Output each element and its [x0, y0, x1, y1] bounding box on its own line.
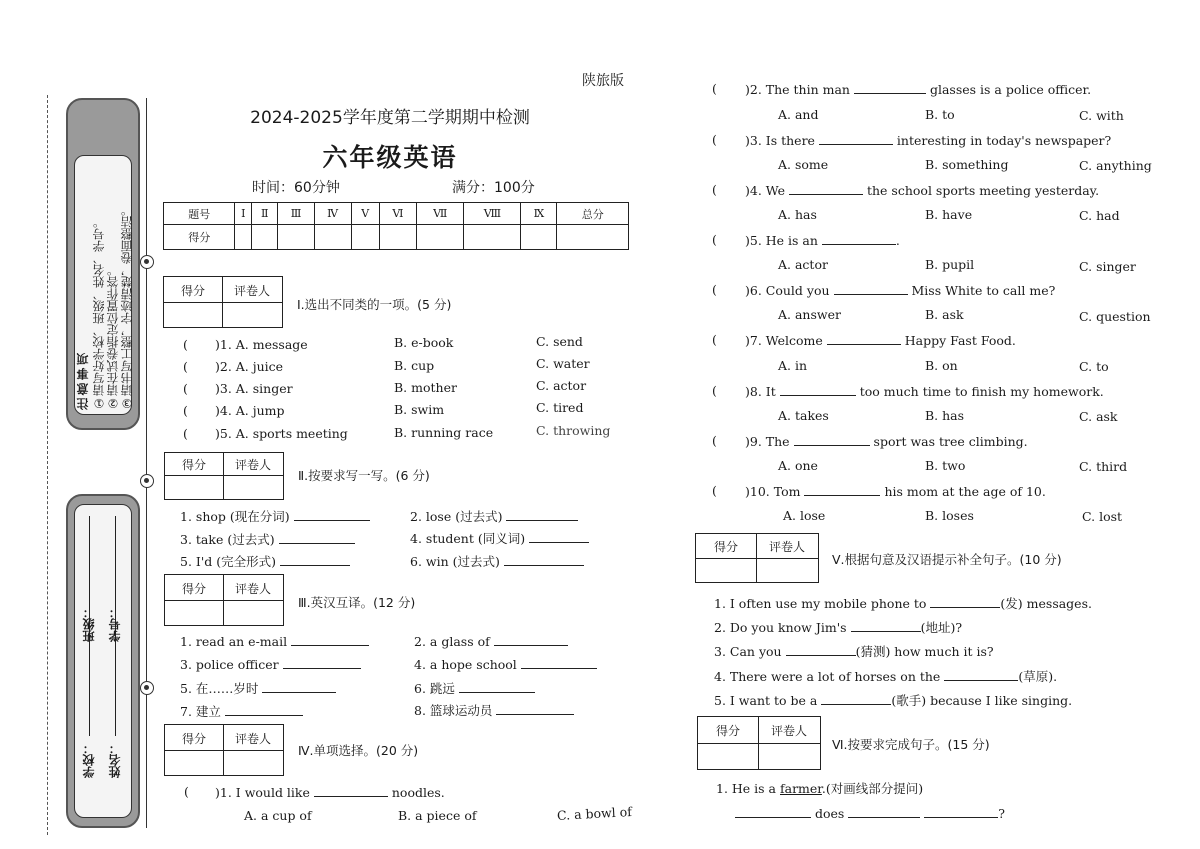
s1-q1-c: C. send	[536, 334, 583, 349]
mc-q5-c: C. singer	[1079, 259, 1136, 274]
answer-blank[interactable]	[930, 595, 1000, 608]
full-score-label: 满分：100分	[452, 180, 535, 196]
mc-q8-a: A. takes	[778, 408, 829, 423]
section1-title: Ⅰ.选出不同类的一项。(5 分)	[297, 297, 452, 312]
answer-blank[interactable]	[786, 643, 856, 656]
s5-q2-tail: (地址)?	[920, 620, 963, 635]
mc-q4: )4. We	[745, 183, 786, 198]
time-label: 时间：60分钟	[252, 180, 340, 196]
mc-q2: )2. The thin man	[745, 82, 850, 97]
answer-blank[interactable]	[822, 232, 896, 245]
mc-q7: )7. Welcome	[745, 333, 823, 348]
scorebox-grader-label: 评卷人	[234, 732, 271, 746]
student-info-panel	[66, 494, 140, 828]
mc-q5: )5. He is an	[745, 233, 818, 248]
section5-scorebox	[695, 533, 819, 583]
score-table-header: 总分	[557, 203, 629, 225]
answer-blank[interactable]	[794, 433, 870, 446]
note-2: ②请在试卷指定位置作答。	[106, 264, 120, 410]
scorebox-grader-label: 评卷人	[768, 540, 805, 554]
s5-q5: 5. I want to be a	[714, 693, 818, 708]
mc-q9-b: B. two	[925, 458, 966, 473]
answer-blank[interactable]	[291, 633, 369, 646]
score-cell[interactable]	[417, 225, 464, 250]
section1-scorebox	[163, 276, 283, 328]
exam-title: 2024-2025学年度第二学期期中检测	[250, 108, 530, 128]
section2-scorebox	[164, 452, 284, 500]
s6-q1-instruction: .(对画线部分提问)	[821, 781, 924, 796]
mc-q10-b: B. loses	[925, 508, 974, 523]
score-table-header: Ⅸ	[521, 203, 557, 225]
answer-blank[interactable]	[944, 668, 1018, 681]
mc-q3-c: C. anything	[1079, 158, 1152, 173]
s1-q2-b: B. cup	[394, 358, 435, 373]
mc-q7-c: C. to	[1079, 359, 1109, 374]
score-table-header: Ⅴ	[351, 203, 379, 225]
score-table-header: Ⅳ	[314, 203, 351, 225]
s3-q1: 1. read an e-mail	[180, 634, 288, 649]
s4-q1: )1. I would like	[215, 785, 310, 800]
s5-q1: 1. I often use my mobile phone to	[714, 596, 927, 611]
binding-line	[146, 98, 147, 828]
mc-q7-a: A. in	[778, 358, 808, 373]
score-table-header: Ⅲ	[278, 203, 314, 225]
mc-q8-tail: too much time to finish my homework.	[859, 384, 1104, 399]
s5-q3: 3. Can you	[714, 644, 782, 659]
answer-blank[interactable]	[789, 182, 863, 195]
class-label: 班级：	[82, 606, 96, 642]
s2-q2: 2. lose (过去式)	[410, 509, 503, 524]
section4-scorebox	[164, 724, 284, 776]
scorebox-score-label: 得分	[181, 582, 206, 596]
mc-q4-a: A. has	[778, 207, 817, 222]
mc-q2-tail: glasses is a police officer.	[929, 82, 1092, 97]
s4-q1-tail: noodles.	[391, 785, 445, 800]
s1-q1: )1. A. message	[215, 337, 308, 352]
scorebox-grader-label: 评卷人	[770, 724, 807, 738]
s3-q3: 3. police officer	[180, 657, 279, 672]
score-table-header: Ⅵ	[379, 203, 417, 225]
mc-q2-a: A. and	[778, 107, 819, 122]
s1-q5-c: C. throwing	[536, 423, 611, 438]
answer-blank[interactable]	[804, 483, 880, 496]
mc-q3-a: A. some	[778, 157, 829, 172]
s1-q2: )2. A. juice	[215, 359, 284, 374]
answer-blank[interactable]	[735, 805, 811, 818]
answer-blank[interactable]	[459, 680, 535, 693]
s4-q1-opt-a: A. a cup of	[244, 808, 312, 823]
mc-q5-b: B. pupil	[925, 257, 975, 272]
mc-q4-c: C. had	[1079, 208, 1120, 223]
mc-q8-b: B. has	[925, 408, 965, 423]
edition-label: 陕旅版	[582, 73, 624, 89]
mc-q4-b: B. have	[925, 207, 973, 222]
answer-blank[interactable]	[834, 282, 908, 295]
school-label: 学校：	[82, 742, 96, 778]
mc-q2-b: B. to	[925, 107, 955, 122]
mc-q6: )6. Could you	[745, 283, 830, 298]
mc-q2-c: C. with	[1079, 108, 1124, 123]
score-table-header: Ⅰ	[235, 203, 252, 225]
mc-q9: )9. The	[745, 434, 790, 449]
scorebox-score-label: 得分	[713, 540, 738, 554]
section3-scorebox	[164, 574, 284, 626]
section3-title: Ⅲ.英汉互译。(12 分)	[298, 595, 416, 610]
mc-q10-a: A. lose	[783, 508, 826, 523]
answer-blank[interactable]	[496, 702, 574, 715]
s3-q2: 2. a glass of	[414, 634, 490, 649]
s5-q4-tail: (草原).	[1018, 669, 1058, 684]
s3-q8: 8. 篮球运动员	[414, 703, 493, 718]
answer-blank[interactable]	[821, 692, 891, 705]
s1-q1-b: B. e-book	[394, 335, 454, 350]
s6-q1-underlined-word: farmer	[780, 781, 822, 796]
s2-q1: 1. shop (现在分词)	[180, 509, 290, 524]
mc-q9-c: C. third	[1079, 459, 1128, 474]
name-label: 姓名：	[108, 742, 122, 778]
answer-blank[interactable]	[280, 553, 350, 566]
answer-blank[interactable]	[780, 383, 856, 396]
s5-q1-tail: (发) messages.	[1000, 596, 1092, 611]
s2-q3: 3. take (过去式)	[180, 532, 275, 547]
s5-q4: 4. There were a lot of horses on the	[714, 669, 941, 684]
score-cell[interactable]	[278, 225, 314, 250]
mc-q6-tail: Miss White to call me?	[911, 283, 1056, 298]
score-cell[interactable]	[464, 225, 521, 250]
answer-blank[interactable]	[279, 531, 355, 544]
s1-q4-b: B. swim	[394, 402, 445, 417]
s2-q5: 5. I'd (完全形式)	[180, 554, 277, 569]
scorebox-grader-label: 评卷人	[234, 582, 271, 596]
score-cell[interactable]	[557, 225, 629, 250]
answer-blank[interactable]	[827, 332, 901, 345]
score-table-header: 题号	[164, 203, 235, 225]
mc-q7-tail: Happy Fast Food.	[904, 333, 1016, 348]
mc-q10-tail: his mom at the age of 10.	[884, 484, 1046, 499]
s3-q6: 6. 跳远	[414, 681, 455, 696]
answer-blank[interactable]	[924, 805, 998, 818]
answer-blank[interactable]	[529, 530, 589, 543]
mc-q10: )10. Tom	[745, 484, 801, 499]
s1-q2-c: C. water	[536, 356, 590, 371]
mc-q7-b: B. on	[925, 358, 958, 373]
s2-q6: 6. win (过去式)	[410, 554, 500, 569]
note-1: ①请写好学校、班级、姓名、学号。	[92, 216, 106, 410]
score-cell[interactable]	[314, 225, 351, 250]
mc-q6-c: C. question	[1079, 309, 1151, 324]
answer-blank[interactable]	[504, 553, 584, 566]
binding-hole	[140, 681, 154, 695]
scorebox-grader-label: 评卷人	[233, 284, 270, 298]
score-cell[interactable]	[252, 225, 278, 250]
s5-q3-tail: (猜测) how much it is?	[855, 644, 994, 659]
answer-blank[interactable]	[494, 633, 568, 646]
s1-q5: )5. A. sports meeting	[215, 426, 348, 441]
notes-title: 注意事项	[76, 350, 90, 410]
mc-q4-tail: the school sports meeting yesterday.	[866, 183, 1100, 198]
s5-q2: 2. Do you know Jim's	[714, 620, 847, 635]
answer-blank[interactable]	[294, 508, 370, 521]
score-row-label: 得分	[164, 225, 235, 250]
s1-q4-c: C. tired	[536, 400, 584, 415]
s1-q3: )3. A. singer	[215, 381, 293, 396]
mc-q8: )8. It	[745, 384, 776, 399]
s1-q5-b: B. running race	[394, 425, 494, 440]
scorebox-score-label: 得分	[181, 458, 206, 472]
answer-blank[interactable]	[848, 805, 920, 818]
scorebox-score-label: 得分	[181, 732, 206, 746]
mc-q9-tail: sport was tree climbing.	[873, 434, 1028, 449]
mc-q8-c: C. ask	[1079, 409, 1118, 424]
score-cell[interactable]	[521, 225, 557, 250]
answer-blank[interactable]	[262, 680, 336, 693]
mc-q3-tail: interesting in today's newspaper?	[896, 133, 1112, 148]
score-table-header: Ⅶ	[417, 203, 464, 225]
score-table-header: Ⅱ	[252, 203, 278, 225]
section2-title: Ⅱ.按要求写一写。(6 分)	[298, 468, 430, 483]
score-table	[163, 202, 629, 250]
binding-hole	[140, 255, 154, 269]
score-cell[interactable]	[379, 225, 417, 250]
section6-title: Ⅵ.按要求完成句子。(15 分)	[832, 737, 990, 752]
scorebox-grader-label: 评卷人	[234, 458, 271, 472]
section6-scorebox	[697, 716, 821, 770]
section4-title: Ⅳ.单项选择。(20 分)	[298, 743, 419, 758]
mc-q3-b: B. something	[925, 157, 1009, 172]
mc-q10-c: C. lost	[1082, 509, 1123, 524]
answer-blank[interactable]	[819, 132, 893, 145]
mc-q3: )3. Is there	[745, 133, 815, 148]
s3-q5: 5. 在……岁时	[180, 681, 259, 696]
number-label: 学号：	[108, 606, 122, 642]
binding-hole	[140, 474, 154, 488]
notes-panel	[66, 98, 140, 430]
answer-blank[interactable]	[854, 81, 926, 94]
score-cell[interactable]	[235, 225, 252, 250]
s6-q1-qmark: ?	[998, 806, 1005, 821]
s1-q3-b: B. mother	[394, 380, 457, 395]
mc-q5-a: A. actor	[778, 257, 828, 272]
answer-blank[interactable]	[314, 784, 388, 797]
score-table-header: Ⅷ	[464, 203, 521, 225]
s1-q3-c: C. actor	[536, 378, 587, 393]
subject-title: 六年级英语	[322, 143, 458, 172]
mc-q5-tail: .	[895, 233, 900, 248]
s5-q5-tail: (歌手) because I like singing.	[891, 693, 1073, 708]
mc-q6-a: A. answer	[778, 307, 841, 322]
answer-blank[interactable]	[506, 508, 578, 521]
note-3: ③请书写工整，字迹清楚，卷面整洁。	[120, 204, 134, 410]
s6-q1: 1. He is a	[716, 781, 777, 796]
answer-blank[interactable]	[851, 619, 921, 632]
cut-line	[47, 95, 48, 835]
mc-q9-a: A. one	[778, 458, 818, 473]
s4-q1-opt-c: C. a bowl of	[556, 804, 633, 823]
s1-q4: )4. A. jump	[215, 403, 285, 418]
mc-q6-b: B. ask	[925, 307, 964, 322]
s4-q1-opt-b: B. a piece of	[398, 808, 477, 823]
s6-q1-does: does	[814, 806, 845, 821]
s2-q4: 4. student (同义词)	[410, 531, 526, 546]
s3-q7: 7. 建立	[180, 704, 221, 719]
answer-blank[interactable]	[225, 703, 303, 716]
scorebox-score-label: 得分	[180, 284, 205, 298]
answer-blank[interactable]	[521, 656, 597, 669]
s3-q4: 4. a hope school	[414, 657, 517, 672]
answer-blank[interactable]	[283, 656, 361, 669]
score-cell[interactable]	[351, 225, 379, 250]
scorebox-score-label: 得分	[715, 724, 740, 738]
section5-title: Ⅴ.根据句意及汉语提示补全句子。(10 分)	[832, 552, 1062, 567]
